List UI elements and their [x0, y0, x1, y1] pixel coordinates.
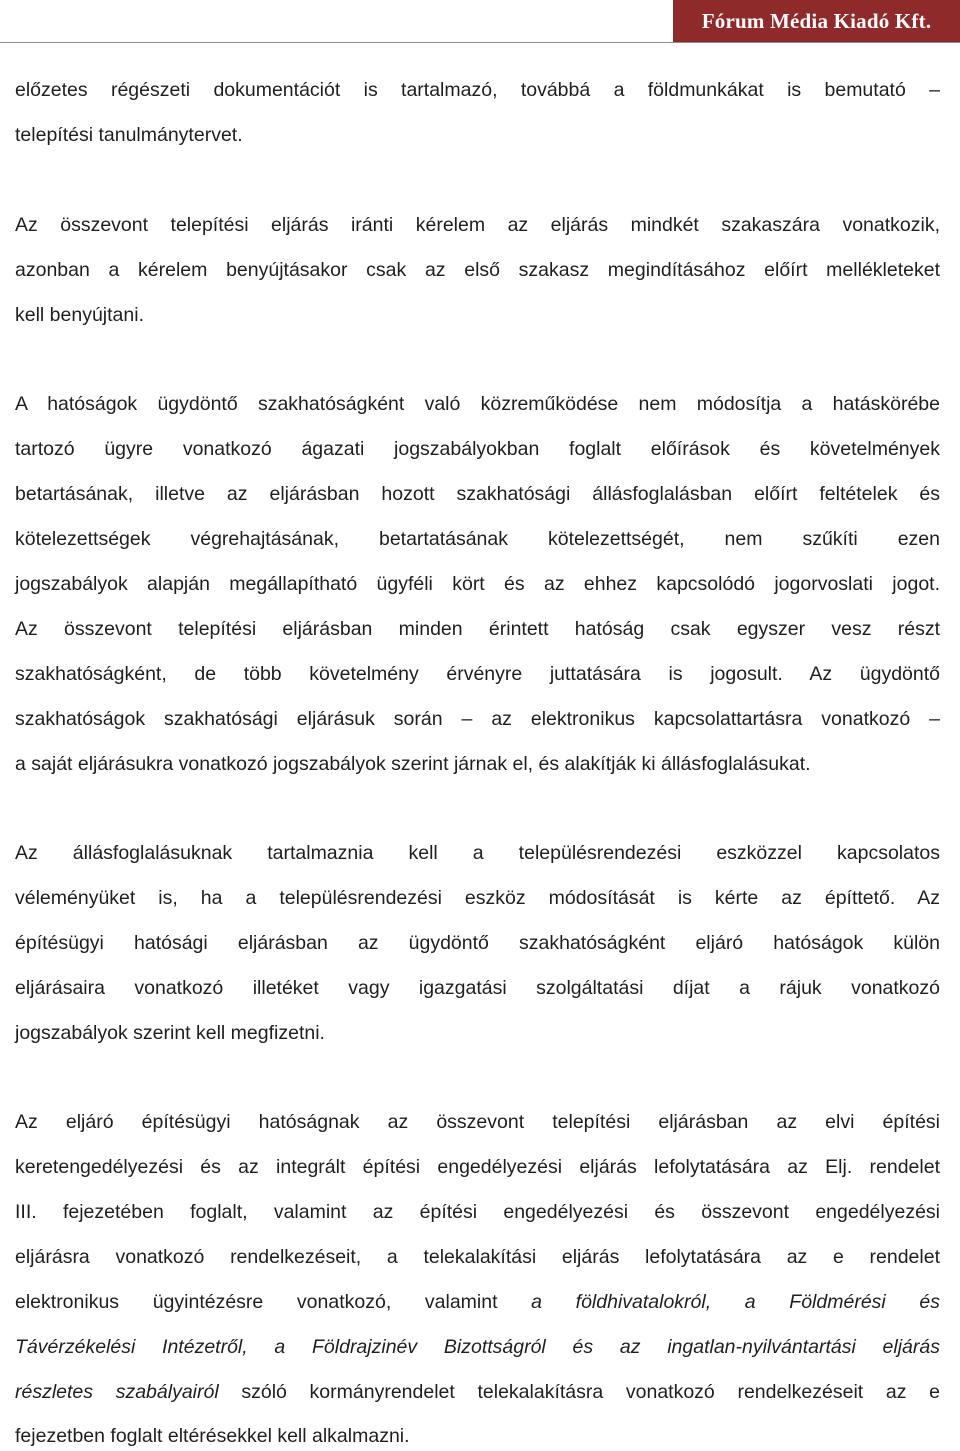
paragraph-4-line-2: véleményüket is, ha a településrendezési eszköz módosítását is kérte az építtető. Az [15, 887, 940, 909]
paragraph-3-line-4: kötelezettségek végrehajtásának, betartatásának kötelezettségét, nem szűkíti ezen [15, 528, 940, 550]
paragraph-2-line-1: Az összevont telepítési eljárás iránti kérelem az eljárás mindkét szakaszára vonatkozik, [15, 214, 940, 236]
paragraph-5-line-5 [15, 1287, 940, 1317]
paragraph-5-line-7-plain: szóló kormányrendelet telekalakításra vonatkozó rendelkezéseit az e [241, 1381, 940, 1403]
paragraph-3-line-9: a saját eljárásukra vonatkozó jogszabályok szerint járnak el, és alakítják ki állásfoglalásukat. [15, 753, 811, 775]
paragraph-5-line-8: fejezetben foglalt eltérésekkel kell alkalmazni. [15, 1425, 410, 1447]
paragraph-5-line-6: Távérzékelési Intézetről, a Földrajzinév Bizottságról és az ingatlan-nyilvántartási eljárás [15, 1336, 940, 1358]
paragraph-1-line-2: telepítési tanulmánytervet. [15, 124, 243, 146]
paragraph-4-line-1: Az állásfoglalásuknak tartalmaznia kell a településrendezési eszközzel kapcsolatos [15, 842, 940, 864]
paragraph-5-line-4: eljárásra vonatkozó rendelkezéseit, a telekalakítási eljárás lefolytatására az e rendelet [15, 1246, 940, 1268]
paragraph-5-line-5-plain: elektronikus ügyintézésre vonatkozó, valamint [15, 1291, 498, 1313]
paragraph-3-line-3: betartásának, illetve az eljárásban hozott szakhatósági állásfoglalásban előírt feltételek és [15, 483, 940, 505]
paragraph-5-line-7 [15, 1377, 940, 1407]
paragraph-2-line-3: kell benyújtani. [15, 304, 144, 326]
paragraph-3-line-6: Az összevont telepítési eljárásban minden érintett hatóság csak egyszer vesz részt [15, 618, 940, 640]
paragraph-4-line-5: jogszabályok szerint kell megfizetni. [15, 1022, 325, 1044]
paragraph-3-line-2: tartozó ügyre vonatkozó ágazati jogszabályokban foglalt előírások és követelmények [15, 438, 940, 460]
paragraph-3-line-5: jogszabályok alapján megállapítható ügyféli kört és az ehhez kapcsolódó jogorvoslati jogot. [15, 573, 940, 595]
paragraph-1-line-1: előzetes régészeti dokumentációt is tartalmazó, továbbá a földmunkákat is bemutató – [15, 79, 940, 101]
paragraph-5-line-7-italic: részletes szabályairól [15, 1381, 219, 1403]
paragraph-3-line-7: szakhatóságként, de több követelmény érvényre juttatására is jogosult. Az ügydöntő [15, 663, 940, 685]
paragraph-3-line-8: szakhatóságok szakhatósági eljárásuk során – az elektronikus kapcsolattartásra vonatkozó – [15, 708, 940, 730]
paragraph-5-line-5-italic: a földhivatalokról, a Földmérési és [531, 1291, 940, 1313]
header-rule [0, 42, 960, 43]
paragraph-4-line-4: eljárásaira vonatkozó illetéket vagy igazgatási szolgáltatási díjat a rájuk vonatkozó [15, 977, 940, 999]
paragraph-5-line-1: Az eljáró építésügyi hatóságnak az összevont telepítési eljárásban az elvi építési [15, 1111, 940, 1133]
paragraph-3-line-1: A hatóságok ügydöntő szakhatóságként való közreműködése nem módosítja a hatáskörébe [15, 393, 940, 415]
paragraph-4-line-3: építésügyi hatósági eljárásban az ügydöntő szakhatóságként eljáró hatóságok külön [15, 932, 940, 954]
paragraph-2-line-2: azonban a kérelem benyújtásakor csak az első szakasz megindításához előírt mellékleteket [15, 259, 940, 281]
paragraph-5-line-3: III. fejezetében foglalt, valamint az építési engedélyezési és összevont engedélyezési [15, 1201, 940, 1223]
paragraph-5-line-2: keretengedélyezési és az integrált építési engedélyezési eljárás lefolytatására az Elj. rendelet [15, 1156, 940, 1178]
publisher-banner: Fórum Média Kiadó Kft. [673, 0, 960, 42]
